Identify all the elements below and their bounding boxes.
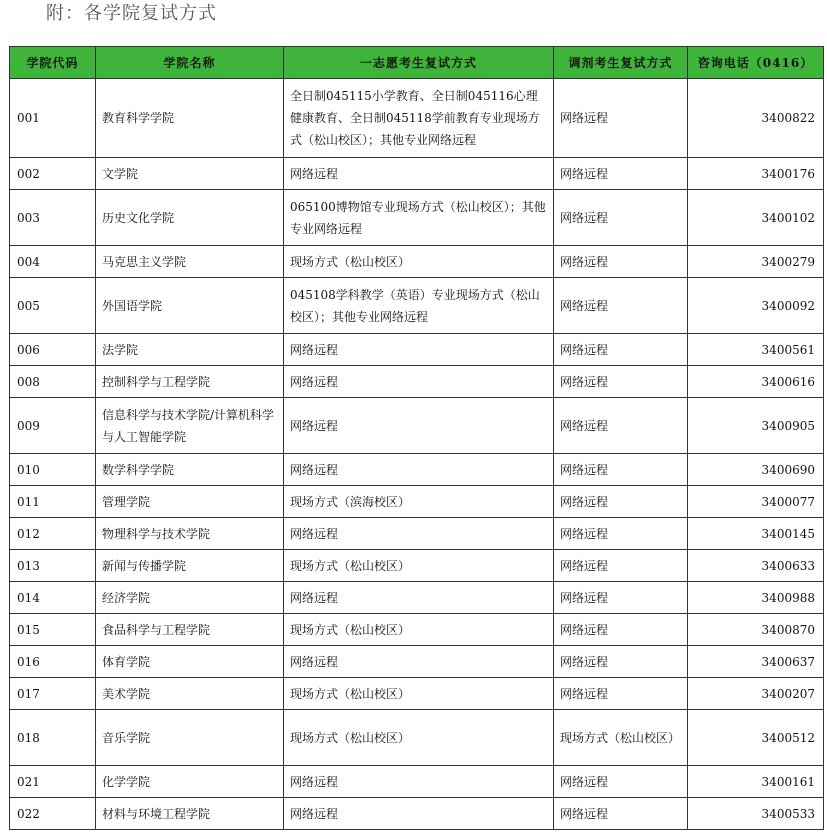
cell-code: 022 xyxy=(10,798,96,830)
cell-adjust: 网络远程 xyxy=(554,334,688,366)
cell-first-choice: 网络远程 xyxy=(284,766,554,798)
cell-phone: 3400616 xyxy=(688,366,824,398)
cell-name: 经济学院 xyxy=(96,582,284,614)
table-row xyxy=(10,190,824,246)
table-row xyxy=(10,366,824,398)
table-row xyxy=(10,550,824,582)
cell-adjust: 网络远程 xyxy=(554,278,688,334)
cell-code: 004 xyxy=(10,246,96,278)
table-row xyxy=(10,646,824,678)
cell-code: 016 xyxy=(10,646,96,678)
retest-method-table xyxy=(9,46,824,830)
cell-phone: 3400690 xyxy=(688,454,824,486)
cell-name: 法学院 xyxy=(96,334,284,366)
table-row xyxy=(10,678,824,710)
cell-code: 013 xyxy=(10,550,96,582)
header-name: 学院名称 xyxy=(96,47,284,79)
cell-code: 006 xyxy=(10,334,96,366)
cell-phone: 3400512 xyxy=(688,710,824,766)
cell-adjust: 网络远程 xyxy=(554,582,688,614)
cell-first-choice: 现场方式（松山校区） xyxy=(284,246,554,278)
cell-code: 011 xyxy=(10,486,96,518)
cell-adjust: 网络远程 xyxy=(554,550,688,582)
table-row xyxy=(10,766,824,798)
cell-name: 食品科学与工程学院 xyxy=(96,614,284,646)
cell-phone: 3400145 xyxy=(688,518,824,550)
cell-code: 015 xyxy=(10,614,96,646)
cell-code: 008 xyxy=(10,366,96,398)
cell-adjust: 网络远程 xyxy=(554,158,688,190)
cell-first-choice: 网络远程 xyxy=(284,334,554,366)
cell-first-choice: 网络远程 xyxy=(284,518,554,550)
cell-name: 音乐学院 xyxy=(96,710,284,766)
cell-code: 010 xyxy=(10,454,96,486)
table-row xyxy=(10,710,824,766)
header-phone: 咨询电话（0416） xyxy=(688,47,824,79)
cell-first-choice: 045108学科教学（英语）专业现场方式（松山校区）；其他专业网络远程 xyxy=(284,278,554,334)
cell-name: 外国语学院 xyxy=(96,278,284,334)
header-adjust: 调剂考生复试方式 xyxy=(554,47,688,79)
cell-name: 体育学院 xyxy=(96,646,284,678)
cell-code: 009 xyxy=(10,398,96,454)
cell-phone: 3400207 xyxy=(688,678,824,710)
cell-first-choice: 网络远程 xyxy=(284,646,554,678)
cell-name: 物理科学与技术学院 xyxy=(96,518,284,550)
table-row xyxy=(10,246,824,278)
table-row xyxy=(10,582,824,614)
cell-first-choice: 网络远程 xyxy=(284,398,554,454)
cell-adjust: 网络远程 xyxy=(554,678,688,710)
cell-phone: 3400279 xyxy=(688,246,824,278)
table-row xyxy=(10,798,824,830)
cell-first-choice: 现场方式（松山校区） xyxy=(284,710,554,766)
cell-first-choice: 现场方式（松山校区） xyxy=(284,550,554,582)
cell-adjust: 网络远程 xyxy=(554,190,688,246)
cell-code: 001 xyxy=(10,79,96,158)
cell-phone: 3400077 xyxy=(688,486,824,518)
cell-code: 021 xyxy=(10,766,96,798)
table-row xyxy=(10,614,824,646)
cell-code: 014 xyxy=(10,582,96,614)
cell-name: 教育科学学院 xyxy=(96,79,284,158)
cell-adjust: 网络远程 xyxy=(554,398,688,454)
table-row xyxy=(10,334,824,366)
cell-adjust: 网络远程 xyxy=(554,454,688,486)
cell-phone: 3400092 xyxy=(688,278,824,334)
cell-first-choice: 网络远程 xyxy=(284,798,554,830)
cell-phone: 3400633 xyxy=(688,550,824,582)
table-row xyxy=(10,398,824,454)
table-header-row xyxy=(10,47,824,79)
cell-code: 012 xyxy=(10,518,96,550)
cell-name: 管理学院 xyxy=(96,486,284,518)
cell-adjust: 网络远程 xyxy=(554,246,688,278)
cell-phone: 3400161 xyxy=(688,766,824,798)
cell-name: 材料与环境工程学院 xyxy=(96,798,284,830)
cell-phone: 3400988 xyxy=(688,582,824,614)
table-row xyxy=(10,79,824,158)
cell-first-choice: 现场方式（滨海校区） xyxy=(284,486,554,518)
cell-name: 新闻与传播学院 xyxy=(96,550,284,582)
table-row xyxy=(10,486,824,518)
cell-adjust: 现场方式（松山校区） xyxy=(554,710,688,766)
cell-phone: 3400905 xyxy=(688,398,824,454)
table-row xyxy=(10,158,824,190)
cell-adjust: 网络远程 xyxy=(554,614,688,646)
cell-first-choice: 065100博物馆专业现场方式（松山校区）；其他专业网络远程 xyxy=(284,190,554,246)
cell-adjust: 网络远程 xyxy=(554,486,688,518)
cell-first-choice: 网络远程 xyxy=(284,366,554,398)
cell-code: 002 xyxy=(10,158,96,190)
cell-phone: 3400822 xyxy=(688,79,824,158)
cell-first-choice: 网络远程 xyxy=(284,454,554,486)
cell-adjust: 网络远程 xyxy=(554,646,688,678)
header-code: 学院代码 xyxy=(10,47,96,79)
table-row xyxy=(10,518,824,550)
cell-adjust: 网络远程 xyxy=(554,798,688,830)
cell-name: 信息科学与技术学院/计算机科学与人工智能学院 xyxy=(96,398,284,454)
cell-first-choice: 全日制045115小学教育、全日制045116心理健康教育、全日制045118学前教育专业现场方式（松山校区）；其他专业网络远程 xyxy=(284,79,554,158)
cell-first-choice: 网络远程 xyxy=(284,158,554,190)
cell-name: 历史文化学院 xyxy=(96,190,284,246)
cell-name: 美术学院 xyxy=(96,678,284,710)
page-title: 附：各学院复试方式 xyxy=(46,3,217,24)
table-body xyxy=(10,79,824,830)
cell-code: 018 xyxy=(10,710,96,766)
header-first-choice: 一志愿考生复试方式 xyxy=(284,47,554,79)
cell-name: 马克思主义学院 xyxy=(96,246,284,278)
cell-phone: 3400533 xyxy=(688,798,824,830)
cell-adjust: 网络远程 xyxy=(554,518,688,550)
cell-phone: 3400102 xyxy=(688,190,824,246)
cell-code: 003 xyxy=(10,190,96,246)
cell-name: 化学学院 xyxy=(96,766,284,798)
cell-phone: 3400637 xyxy=(688,646,824,678)
cell-name: 数学科学学院 xyxy=(96,454,284,486)
cell-phone: 3400870 xyxy=(688,614,824,646)
table-row xyxy=(10,454,824,486)
cell-code: 005 xyxy=(10,278,96,334)
cell-name: 文学院 xyxy=(96,158,284,190)
cell-first-choice: 现场方式（松山校区） xyxy=(284,614,554,646)
cell-first-choice: 现场方式（松山校区） xyxy=(284,678,554,710)
cell-adjust: 网络远程 xyxy=(554,79,688,158)
cell-phone: 3400561 xyxy=(688,334,824,366)
cell-code: 017 xyxy=(10,678,96,710)
cell-adjust: 网络远程 xyxy=(554,366,688,398)
cell-name: 控制科学与工程学院 xyxy=(96,366,284,398)
cell-phone: 3400176 xyxy=(688,158,824,190)
cell-first-choice: 网络远程 xyxy=(284,582,554,614)
table-row xyxy=(10,278,824,334)
cell-adjust: 网络远程 xyxy=(554,766,688,798)
